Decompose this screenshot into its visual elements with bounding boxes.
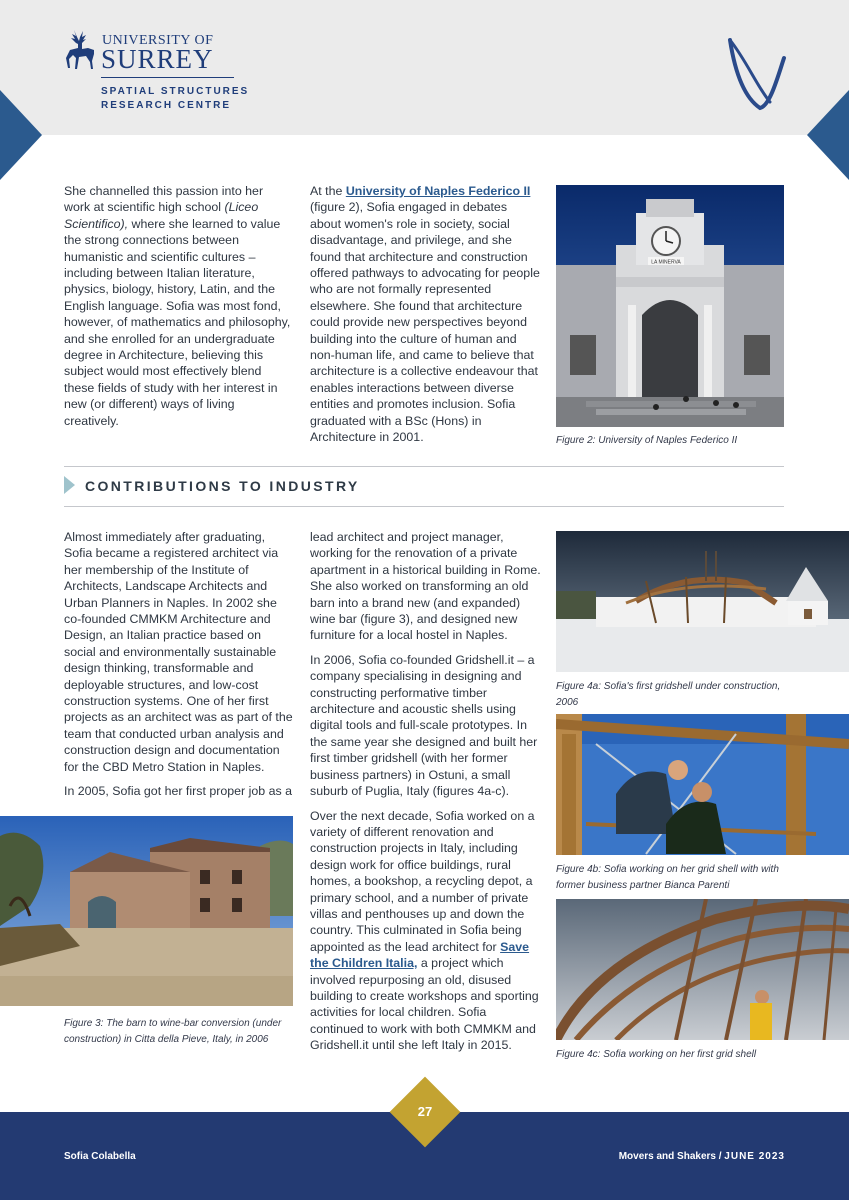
footer-author: Sofia Colabella [64, 1151, 136, 1162]
university-line2: SURREY [101, 44, 214, 74]
section-arrow-icon [64, 476, 75, 494]
body-col2-p3-text-b: a project which involved repurposing an old, disused building to create workshops and sporting activities for local children. Sofia continued to work with both CMMKM and Gridshell.it until she left Italy in 2015. [310, 956, 539, 1053]
figure-4a-caption: Figure 4a: Sofia's first gridshell under construction, 2006 [556, 681, 781, 708]
figure-4b-caption: Figure 4b: Sofia working on her grid shell with with former business partner Bianca Parenti [556, 864, 779, 891]
body-col1-paragraph-2: In 2005, Sofia got her first proper job as a [64, 784, 292, 799]
figure-2-caption: Figure 2: University of Naples Federico II [556, 435, 738, 446]
naples-university-link[interactable]: University of Naples Federico II [345, 184, 531, 198]
intro-col2-text-b: (figure 2), Sofia engaged in debates about women's role in society, social disadvantage, and privilege, and she found that architecture and construction offered pathways to advocating for people who are not formally represented elsewhere. She found that architecture could provide new perspectives beyond building into the culture of human and non-human life, and came to believe that architecture is a collective endeavour that enables interactions between diverse entities and promotes inclusion. Sofia graduated with a BSc (Hons) in Architecture in 2001. [310, 200, 540, 445]
body-col2-paragraph-1: lead architect and project manager, working for the renovation of a private apartment in a historical building in Rome. She also worked on transforming an old barn into a brand new (and expanded) wine bar (figure 3), and designed new furniture for a local hostel in Naples. [310, 530, 541, 643]
university-building-illustration [556, 185, 784, 427]
first-gridshell-illustration [556, 899, 849, 1040]
intro-col1-italic: (Liceo Scientifico), [64, 200, 259, 231]
stag-logo-icon [64, 28, 98, 72]
university-line1: UNIVERSITY OF [102, 33, 214, 48]
left-triangle-decoration [0, 90, 42, 180]
right-triangle-decoration [807, 90, 849, 180]
barn-conversion-illustration [0, 816, 293, 1006]
intro-column-1 [64, 183, 292, 437]
figure-4c-photo [556, 899, 849, 1040]
working-on-gridshell-illustration [556, 714, 849, 855]
centre-name-line1: SPATIAL STRUCTURES [101, 86, 250, 97]
intro-col1-text-a: She channelled this passion into her work at scientific high school [64, 184, 264, 215]
section-bottom-rule [64, 506, 784, 507]
body-column-2 [310, 529, 542, 1062]
figure-3-photo [0, 816, 293, 1006]
section-top-rule [64, 466, 784, 467]
footer-publication [619, 1151, 785, 1162]
logo-divider [101, 77, 234, 78]
clock-inscription: LA MINERVA [651, 259, 681, 266]
intro-paragraph-1 [64, 183, 292, 429]
page-number: 27 [417, 1104, 433, 1119]
section-title: CONTRIBUTIONS TO INDUSTRY [85, 478, 360, 494]
save-the-children-link[interactable]: Save the Children Italia, [310, 939, 530, 971]
body-col2-paragraph-3 [310, 808, 542, 1054]
figure-4a-photo [556, 531, 849, 672]
figure-4b-photo [556, 714, 849, 855]
figure-2-photo [556, 185, 784, 427]
body-column-1 [64, 529, 294, 808]
v-mark-logo-icon [722, 36, 788, 112]
intro-col1-text-b: where she learned to value the strong connections between humanistic and scientific cultures – including between Italian literature, physics, biology, history, Latin, and the English language. Sofia was most fond, however, of mathematics and philosophy, and she enrolled for an undergraduate degree in Architecture, believing this subject would most effectively blend these fields of study with her interest in new (or different) ways of living creatively. [64, 216, 291, 428]
figure-4c-caption: Figure 4c: Sofia working on her first grid shell [556, 1049, 757, 1060]
intro-col2-text-a: At the [310, 184, 346, 198]
figure-3-caption: Figure 3: The barn to wine-bar conversion (under construction) in Citta della Pieve, Italy, in 2006 [64, 1018, 282, 1045]
intro-paragraph-2 [310, 183, 540, 446]
centre-name-line2: RESEARCH CENTRE [101, 100, 232, 111]
intro-column-2 [310, 183, 540, 454]
body-col2-p3-text-a: Over the next decade, Sofia worked on a variety of different renovation and construction projects in Italy, including design work for office buildings, rural homes, a bookshop, a recycling depot, a primary school, and a number of private villas and penthouses up and down the country. This culminated in Sofia being appointed as the lead architect for [310, 808, 535, 954]
footer-publication-name: Movers and Shakers / [618, 1151, 725, 1162]
body-col1-paragraph-1: Almost immediately after graduating, Sofia became a registered architect via her membership of the Institute of Architects, Landscape Architects and Urban Planners in Naples. In 2002 she co-founded CMMKM Architecture and Design, an Italian practice based on social and environmentally sustainable design thinking, transformable and deployable structures, and low-cost construction systems. One of her first projects as an architect was as part of the team that conducted urban analysis and construction design and documentation for the CBD Metro Station in Naples. [64, 530, 293, 774]
footer-date: JUNE 2023 [724, 1151, 785, 1162]
gridshell-construction-illustration [556, 531, 849, 672]
body-col2-paragraph-2: In 2006, Sofia co-founded Gridshell.it – a company specialising in designing and constructing performative timber architecture and acoustic shells using digital tools and full-scale prototypes. In the same year she designed and built her first timber gridshell (with her former business partners) in Ostuni, a small suburb of Puglia, Italy (figures 4a-c). [310, 652, 538, 799]
